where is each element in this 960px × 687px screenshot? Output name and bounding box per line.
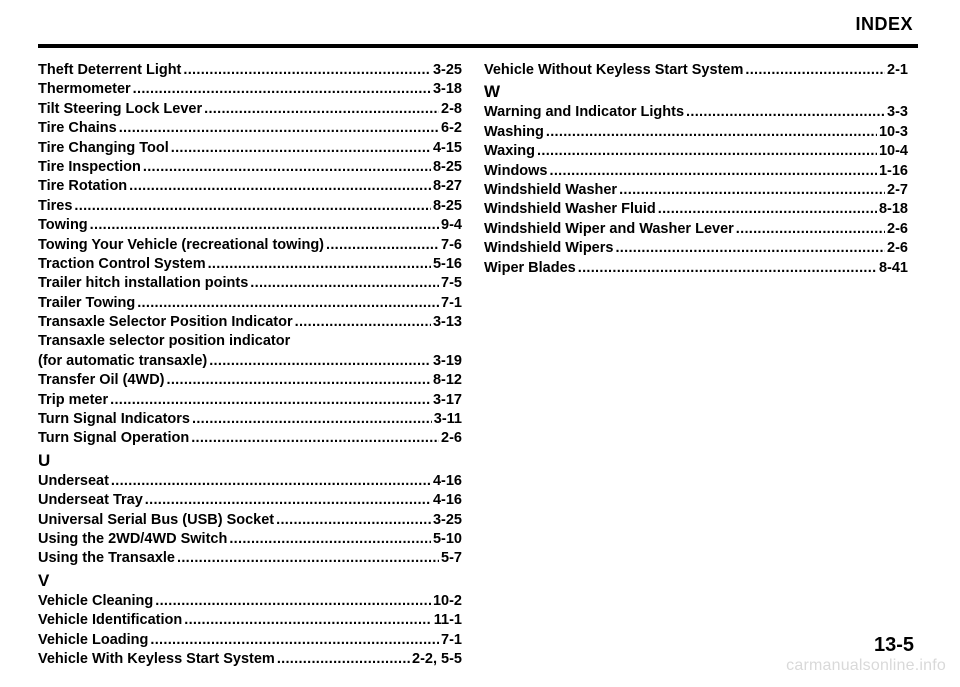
dot-leader <box>745 61 885 80</box>
index-entry-term: Windshield Wiper and Washer Lever <box>484 220 734 237</box>
dot-leader <box>155 592 431 611</box>
page-number: 13-5 <box>873 634 914 656</box>
index-entry-term: Using the Transaxle <box>38 550 175 567</box>
index-entry <box>38 410 462 429</box>
index-entry-page: 1-16 <box>878 162 908 179</box>
index-entry-page: 3-17 <box>432 391 462 408</box>
index-entry-page: 8-25 <box>432 197 462 214</box>
index-entry <box>484 61 908 80</box>
dot-leader <box>150 631 439 650</box>
dot-leader <box>277 650 410 669</box>
index-entry-term: Vehicle Without Keyless Start System <box>484 62 744 78</box>
index-entry-page: 8-25 <box>432 158 462 175</box>
index-entry-page: 3-18 <box>432 81 462 98</box>
dot-leader <box>204 100 439 119</box>
dot-leader <box>326 236 439 255</box>
index-entry <box>484 123 908 142</box>
index-entry <box>38 177 462 196</box>
index-entry-page: 5-16 <box>432 255 462 272</box>
dot-leader <box>229 530 431 549</box>
index-entry-term: Vehicle Identification <box>38 612 183 629</box>
index-entry <box>484 142 908 161</box>
index-entry-term: Underseat Tray <box>38 492 143 509</box>
index-entry <box>38 592 462 611</box>
index-entry-term: Tire Changing Tool <box>38 139 169 156</box>
index-entry-page: 2-6 <box>441 430 462 447</box>
index-entry-term: Vehicle With Keyless Start System <box>38 650 275 667</box>
index-entry-term: Windshield Wipers <box>484 240 614 257</box>
dot-leader <box>578 259 877 278</box>
dot-leader <box>177 549 439 568</box>
dot-leader <box>192 410 432 429</box>
index-entry <box>38 549 462 568</box>
index-entry-term: Thermometer <box>38 81 131 98</box>
index-entry-term: Underseat <box>38 472 109 489</box>
index-entry-page: 2-7 <box>887 181 908 198</box>
index-column-right <box>484 61 908 278</box>
index-entry <box>38 511 462 530</box>
index-entry <box>38 61 462 80</box>
dot-leader <box>137 294 439 313</box>
index-entry-page: 7-6 <box>441 236 462 253</box>
index-entry <box>484 239 908 258</box>
dot-leader <box>167 371 431 390</box>
index-entry <box>484 162 908 181</box>
index-entry <box>38 530 462 549</box>
index-entry-term: Transfer Oil (4WD) <box>38 372 165 389</box>
index-entry-term: Tires <box>38 197 73 214</box>
index-entry-page: 8-27 <box>432 178 462 195</box>
dot-leader <box>250 274 439 293</box>
index-entry-page: 10-4 <box>878 143 908 160</box>
index-entry-term: Using the 2WD/4WD Switch <box>38 530 228 547</box>
index-entry <box>38 119 462 138</box>
index-entry-term: Towing <box>38 217 88 234</box>
index-entry-page: 6-2 <box>441 120 462 137</box>
dot-leader <box>90 216 439 235</box>
dot-leader <box>133 80 431 99</box>
index-entry-page: 8-18 <box>878 201 908 218</box>
index-entry-term: Windows <box>484 162 548 179</box>
index-entry <box>38 274 462 293</box>
index-entry <box>38 139 462 158</box>
index-entry <box>38 197 462 216</box>
index-entry-page: 3-13 <box>432 314 462 331</box>
dot-leader <box>183 61 431 80</box>
section-letter: U <box>38 450 51 470</box>
index-entry <box>38 611 462 630</box>
index-entry <box>38 80 462 99</box>
index-entry-page: 11-1 <box>433 612 462 629</box>
index-entry-page: 3-19 <box>432 352 462 369</box>
index-entry-term: Trailer Towing <box>38 294 136 311</box>
index-entry-continued: Transaxle selector position indicator <box>38 333 291 350</box>
index-entry <box>38 491 462 510</box>
index-entry <box>484 103 908 122</box>
index-entry-term: Universal Serial Bus (USB) Socket <box>38 511 275 528</box>
index-entry-page: 8-12 <box>432 372 462 389</box>
index-entry-term: Trip meter <box>38 391 109 408</box>
index-entry <box>484 259 908 278</box>
dot-leader <box>184 611 432 630</box>
index-entry <box>484 200 908 219</box>
dot-leader <box>145 491 431 510</box>
index-entry <box>38 236 462 255</box>
index-entry-term: Traction Control System <box>38 255 206 272</box>
dot-leader <box>129 177 431 196</box>
index-entry-page: 4-16 <box>432 472 462 489</box>
dot-leader <box>209 352 431 371</box>
dot-leader <box>110 391 431 410</box>
dot-leader <box>208 255 431 274</box>
index-entry-page: 4-15 <box>432 139 462 156</box>
index-entry-term: Vehicle Cleaning <box>38 592 154 609</box>
index-entry <box>38 158 462 177</box>
index-entry-page: 10-3 <box>878 123 908 140</box>
index-entry <box>38 371 462 390</box>
index-entry <box>38 255 462 274</box>
index-entry-term: Vehicle Loading <box>38 631 149 648</box>
index-entry-term: Towing Your Vehicle (recreational towing) <box>38 236 325 253</box>
dot-leader <box>619 181 885 200</box>
dot-leader <box>615 239 885 258</box>
index-entry-page: 3-11 <box>433 411 462 428</box>
index-entry-term: Turn Signal Operation <box>38 430 190 447</box>
index-entry-page: 7-1 <box>441 294 462 311</box>
index-entry <box>484 181 908 200</box>
index-entry-page: 3-25 <box>432 511 462 528</box>
index-entry-term: Warning and Indicator Lights <box>484 104 685 121</box>
index-entry <box>38 631 462 650</box>
index-entry-page: 2-1 <box>887 62 908 78</box>
section-letter: W <box>484 82 501 102</box>
dot-leader <box>686 103 885 122</box>
dot-leader <box>111 472 431 491</box>
watermark-text: carmanualsonline.info <box>786 657 946 674</box>
index-entry-term: Trailer hitch installation points <box>38 275 249 292</box>
dot-leader <box>550 162 877 181</box>
index-entry-term: Theft Deterrent Light <box>38 62 182 78</box>
index-entry <box>484 220 908 239</box>
index-entry-page: 3-3 <box>887 104 908 121</box>
header-divider <box>38 44 918 48</box>
index-entry-term: Washing <box>484 123 544 140</box>
index-entry-page: 5-10 <box>432 530 462 547</box>
dot-leader <box>119 119 439 138</box>
index-entry <box>38 429 462 448</box>
index-entry-term: Turn Signal Indicators <box>38 411 190 428</box>
index-entry <box>38 391 462 410</box>
index-entry <box>38 294 462 313</box>
index-entry-term: Wiper Blades <box>484 259 576 276</box>
index-entry-term: Windshield Washer <box>484 181 618 198</box>
index-entry-term: Tire Inspection <box>38 158 141 175</box>
dot-leader <box>191 429 439 448</box>
index-entry <box>38 313 462 332</box>
index-entry-page: 7-5 <box>441 275 462 292</box>
index-entry <box>38 216 462 235</box>
index-entry <box>38 650 462 669</box>
section-letter: V <box>38 570 50 590</box>
index-entry-term: Tire Chains <box>38 120 117 137</box>
index-entry-page: 2-2, 5-5 <box>412 650 462 667</box>
index-entry-page: 9-4 <box>441 217 462 234</box>
index-entry-term: Tire Rotation <box>38 178 128 195</box>
index-heading: INDEX <box>855 14 913 34</box>
index-entry <box>38 100 462 119</box>
index-entry-page: 4-16 <box>432 492 462 509</box>
dot-leader <box>295 313 431 332</box>
index-entry-term: Transaxle Selector Position Indicator <box>38 314 293 331</box>
dot-leader <box>143 158 431 177</box>
index-entry-page: 3-25 <box>432 62 462 78</box>
dot-leader <box>276 511 431 530</box>
index-entry-page: 7-1 <box>441 631 462 648</box>
index-entry <box>38 472 462 491</box>
index-column-left <box>38 61 462 669</box>
dot-leader <box>658 200 877 219</box>
dot-leader <box>171 139 431 158</box>
index-entry-term: Windshield Washer Fluid <box>484 201 656 218</box>
index-entry-page: 10-2 <box>432 592 462 609</box>
index-entry-page: 2-8 <box>441 100 462 117</box>
dot-leader <box>546 123 877 142</box>
index-entry-page: 2-6 <box>887 240 908 257</box>
dot-leader <box>736 220 885 239</box>
index-entry-page: 8-41 <box>878 259 908 276</box>
index-entry-term: Waxing <box>484 143 536 160</box>
dot-leader <box>537 142 877 161</box>
index-entry-page: 5-7 <box>441 550 462 567</box>
dot-leader <box>74 197 431 216</box>
index-entry-term: Tilt Steering Lock Lever <box>38 100 203 117</box>
index-entry <box>38 352 462 371</box>
index-entry-page: 2-6 <box>887 220 908 237</box>
index-entry-term: (for automatic transaxle) <box>38 352 208 369</box>
